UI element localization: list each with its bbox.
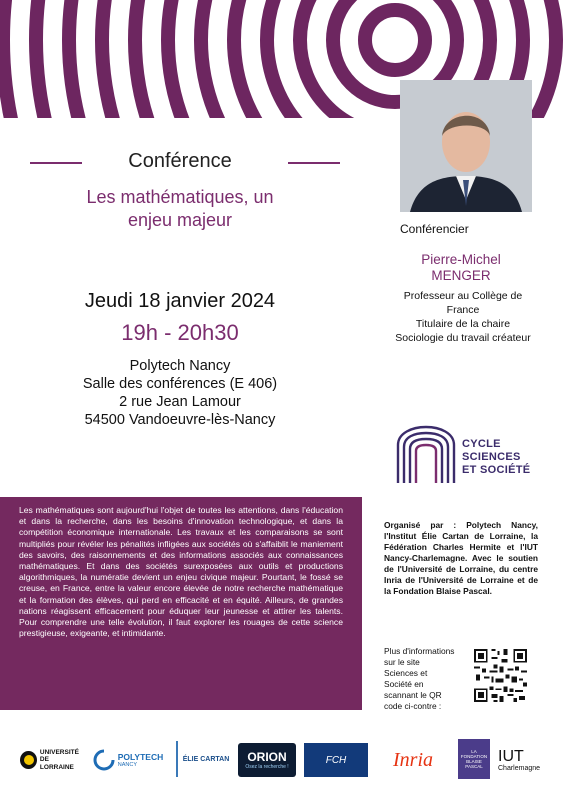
polytech-logo-sub: NANCY	[117, 762, 137, 768]
polytech-logo-text: POLYTECH	[117, 752, 164, 762]
conference-title-line-1: Les mathématiques, un	[86, 187, 274, 207]
federation-charles-hermite-logo	[304, 743, 368, 777]
speaker-name	[386, 252, 536, 284]
ul-logo-text	[40, 749, 82, 772]
conference-title-line-2: enjeu majeur	[127, 210, 233, 230]
polytech-emblem-icon	[93, 749, 115, 771]
speaker-label: Conférencier	[400, 222, 469, 236]
iut-charlemagne-logo	[498, 741, 546, 779]
ul-logo-line: UNIVERSITÉ	[39, 748, 79, 756]
speaker-info-line: Sociologie du travail créateur	[395, 332, 531, 344]
fbp-logo-text: LA FONDATION BLAISE PASCAL	[460, 749, 488, 769]
orion-logo-text: ORION	[247, 749, 287, 764]
fondation-blaise-pascal-logo	[458, 739, 490, 779]
venue-line: Polytech Nancy	[129, 358, 231, 374]
qr-code[interactable]	[472, 647, 529, 704]
orion-logo	[238, 743, 296, 777]
speaker-last-name: MENGER	[431, 268, 491, 283]
speaker-info-line: Titulaire de la chaire	[415, 318, 511, 330]
event-time: 19h - 20h30	[121, 320, 239, 345]
institut-elie-cartan-logo	[176, 741, 234, 777]
venue-line: 2 rue Jean Lamour	[119, 394, 241, 410]
speaker-photo	[400, 80, 532, 212]
inria-logo	[378, 743, 448, 777]
event-venue	[30, 357, 330, 429]
venue-line: 54500 Vandoeuvre-lès-Nancy	[84, 412, 276, 428]
cycle-logo-text	[462, 438, 562, 477]
more-info-text: Plus d'informations sur le site Sciences et Société en scannant le QR code ci-contre :	[384, 646, 455, 711]
speaker-info	[383, 289, 543, 345]
conference-label: Conférence	[128, 150, 232, 172]
fch-logo-text: FCH	[325, 754, 347, 766]
event-date: Jeudi 18 janvier 2024	[84, 290, 276, 312]
partner-logos	[0, 735, 565, 795]
cycle-logo-line: ET SOCIÉTÉ	[462, 464, 531, 476]
ul-logo-line: DE LORRAINE	[39, 756, 74, 771]
iut-logo-sub: Charlemagne	[498, 764, 541, 772]
iut-logo-text: IUT	[498, 747, 524, 765]
speaker-info-line: Professeur au Collège de	[403, 290, 523, 302]
speaker-info-line: France	[446, 304, 480, 316]
inria-logo-text: Inria	[393, 748, 433, 771]
abstract-text: Les mathématiques sont aujourd'hui l'objet de toutes les attentions, dans l'éducation et dans la recherche, dans les besoins d'innovation technologique, et dans la compétition économique internationale. Les travaux et les comparaisons se sont multipliés pour révéler les pénalités infligées aux sociétés où s'affaiblit le maniement des savoirs, des raisonnements et des informations associés aux connaissances mathématiques. Et dans des sociétés surexposées aux outils et productions algorithmiques, la numératie devient un enjeu civique majeur. Pourtant, le fossé se creuse, en France, entre la valeur encore élevée de notre recherche mathématique et la formation des élèves, qui perd en efficacité et en équité. Ailleurs, de grandes nations réagissent efficacement pour éduquer leur jeunesse et attirer les talents. Pour comprendre une telle évolution, il faut explorer les rouages de cette science prestigieuse, exigeante, et intimidante.	[19, 505, 343, 639]
ul-emblem-icon	[20, 751, 37, 769]
cycle-logo-line: CYCLE	[462, 438, 501, 450]
ecartan-logo-text: ÉLIE CARTAN	[182, 755, 230, 763]
organizers-text: Organisé par : Polytech Nancy, l'Institut Élie Cartan de Lorraine, la Fédération Charles Hermite et l'IUT Nancy-Charlemagne. Avec le soutien de l'Université de Lorraine, du centre Inria de l'Université de Lorraine et de la Fondation Blaise Pascal.	[384, 520, 538, 596]
venue-line: Salle des conférences (E 406)	[82, 376, 278, 392]
speaker-first-name: Pierre-Michel	[421, 252, 501, 267]
universite-de-lorraine-logo	[20, 747, 82, 773]
conference-title	[55, 186, 305, 232]
cycle-logo-line: SCIENCES	[462, 451, 521, 463]
orion-logo-sub: Osez la recherche !	[245, 763, 289, 770]
polytech-nancy-logo	[88, 745, 168, 775]
